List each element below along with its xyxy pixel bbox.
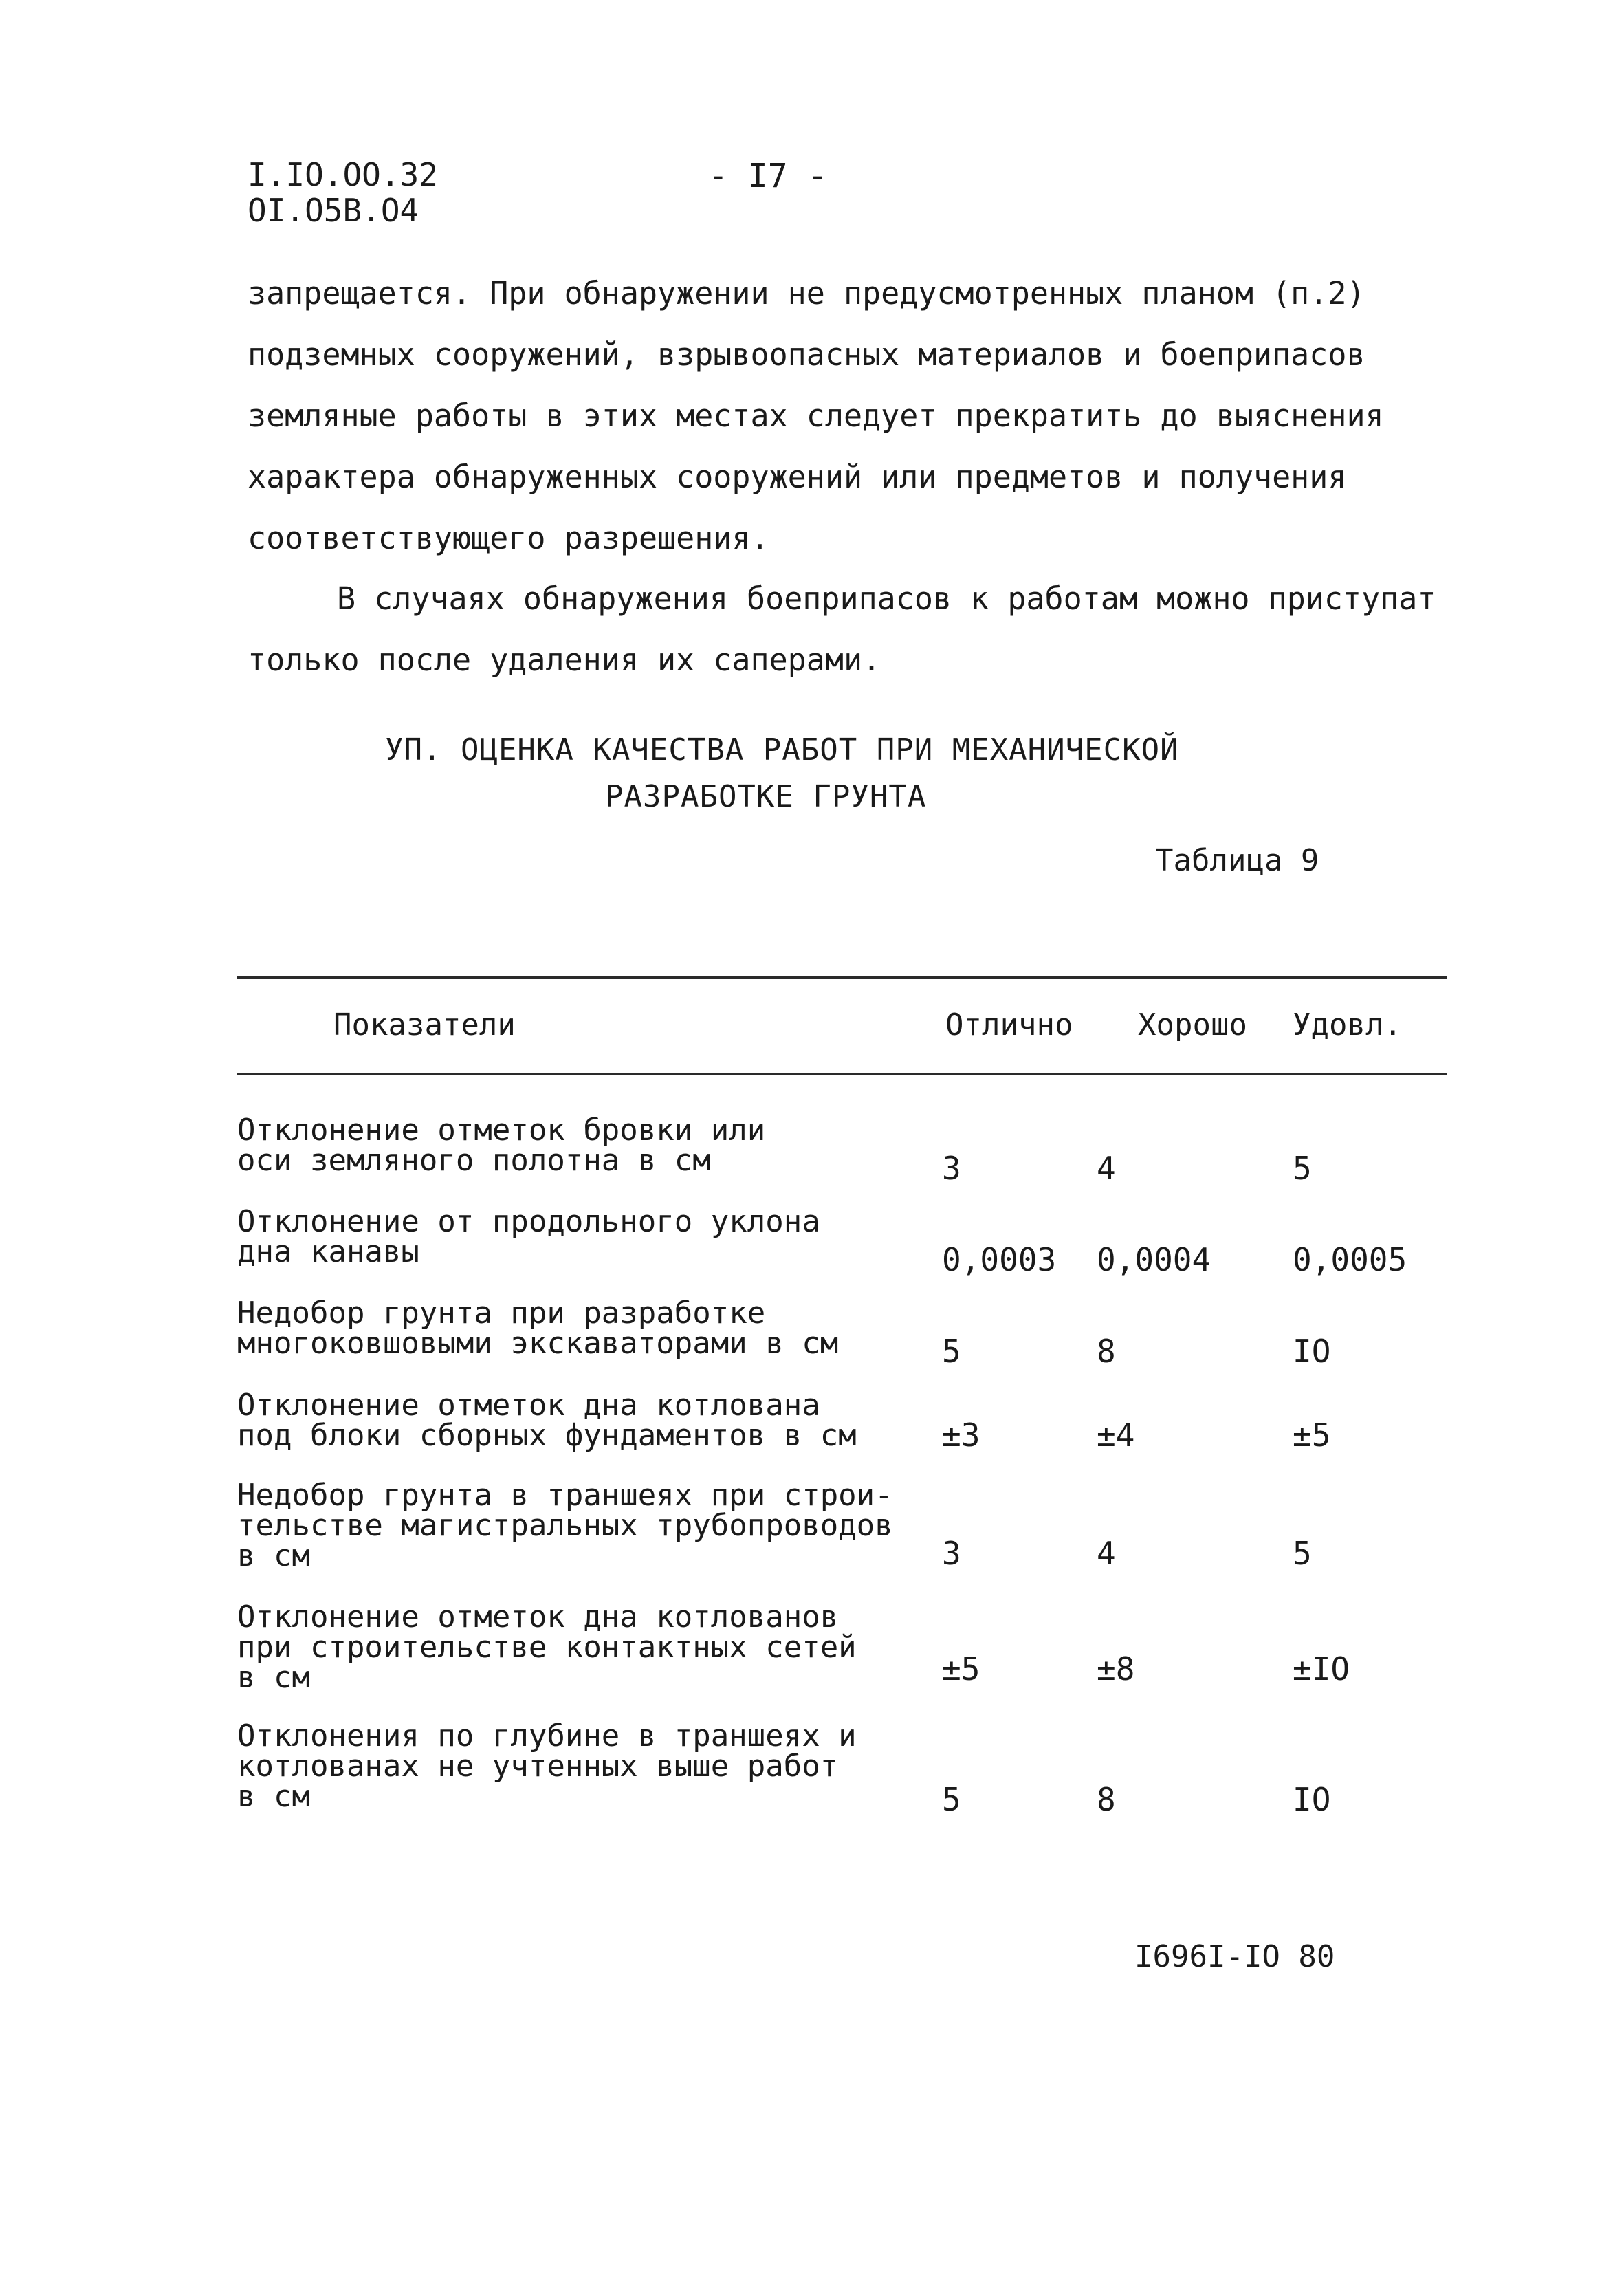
- row-value-excellent: 0,0003: [942, 1241, 1057, 1278]
- row-value-good: 4: [1097, 1535, 1116, 1572]
- document-code-line2: OI.O5B.O4: [248, 192, 419, 229]
- row-value-excellent: ±3: [942, 1417, 980, 1454]
- table-top-rule: [237, 976, 1447, 979]
- table-label: Таблица 9: [1155, 843, 1319, 878]
- row-value-good: 0,0004: [1097, 1241, 1211, 1278]
- row-value-good: 8: [1097, 1333, 1116, 1370]
- row-value-satisfactory: 0,0005: [1293, 1241, 1407, 1278]
- paragraph-line: характера обнаруженных сооружений или предметов и получения: [248, 459, 1347, 495]
- row-value-excellent: 3: [942, 1150, 961, 1187]
- row-value-satisfactory: ±IO: [1293, 1650, 1350, 1687]
- header-satisfactory: Удовл.: [1293, 1007, 1402, 1042]
- row-value-excellent: 5: [942, 1333, 961, 1370]
- row-value-good: ±4: [1097, 1417, 1135, 1454]
- document-code: [248, 157, 438, 228]
- row-label: Отклонение отметок бровки или оси земляного полотна в см: [237, 1113, 766, 1178]
- row-value-satisfactory: IO: [1293, 1781, 1331, 1818]
- section-title-line2: РАЗРАБОТКЕ ГРУНТА: [605, 779, 927, 814]
- section-title-line1: УП. ОЦЕНКА КАЧЕСТВА РАБОТ ПРИ МЕХАНИЧЕСКОЙ: [385, 732, 1179, 767]
- header-good: Хорошо: [1138, 1007, 1247, 1042]
- row-value-good: 8: [1097, 1781, 1116, 1818]
- paragraph-line: запрещается. При обнаружении не предусмотренных планом (п.2): [248, 275, 1365, 311]
- row-value-satisfactory: 5: [1293, 1150, 1312, 1187]
- table-header-rule: [237, 1073, 1447, 1075]
- paragraph-restrictions: [248, 263, 1485, 569]
- row-label: Недобор грунта в траншеях при строи- тельстве магистральных трубопроводов в см: [237, 1478, 893, 1573]
- row-label: Отклонение от продольного уклона дна канавы: [237, 1204, 820, 1269]
- row-label: Отклонения по глубине в траншеях и котлованах не учтенных выше работ в см: [237, 1718, 857, 1814]
- row-value-good: ±8: [1097, 1650, 1135, 1687]
- document-code-line1: I.IO.OO.32: [248, 156, 438, 193]
- row-label: Отклонение отметок дна котлована под блоки сборных фундаментов в см: [237, 1388, 857, 1453]
- footer-code: I696I-IO 80: [1134, 1939, 1335, 1974]
- paragraph-line: только после удаления их саперами.: [248, 642, 881, 678]
- header-indicators: Показатели: [333, 1007, 516, 1042]
- paragraph-munitions: [248, 568, 1485, 690]
- row-value-satisfactory: ±5: [1293, 1417, 1331, 1454]
- row-value-excellent: 3: [942, 1535, 961, 1572]
- row-label: Отклонение отметок дна котлованов при строительстве контактных сетей в см: [237, 1599, 857, 1695]
- row-value-good: 4: [1097, 1150, 1116, 1187]
- header-excellent: Отлично: [945, 1007, 1073, 1042]
- row-value-satisfactory: IO: [1293, 1333, 1331, 1370]
- row-value-excellent: ±5: [942, 1650, 980, 1687]
- paragraph-line: В случаях обнаружения боеприпасов к работам можно приступат: [337, 580, 1436, 617]
- row-value-excellent: 5: [942, 1781, 961, 1818]
- paragraph-line: подземных сооружений, взрывоопасных материалов и боеприпасов: [248, 336, 1365, 373]
- row-value-satisfactory: 5: [1293, 1535, 1312, 1572]
- page-number: - I7 -: [708, 157, 828, 195]
- row-label: Недобор грунта при разработке многоковшовыми экскаваторами в см: [237, 1295, 839, 1361]
- paragraph-line: соответствующего разрешения.: [248, 520, 769, 556]
- paragraph-line: земляные работы в этих местах следует прекратить до выяснения: [248, 397, 1384, 434]
